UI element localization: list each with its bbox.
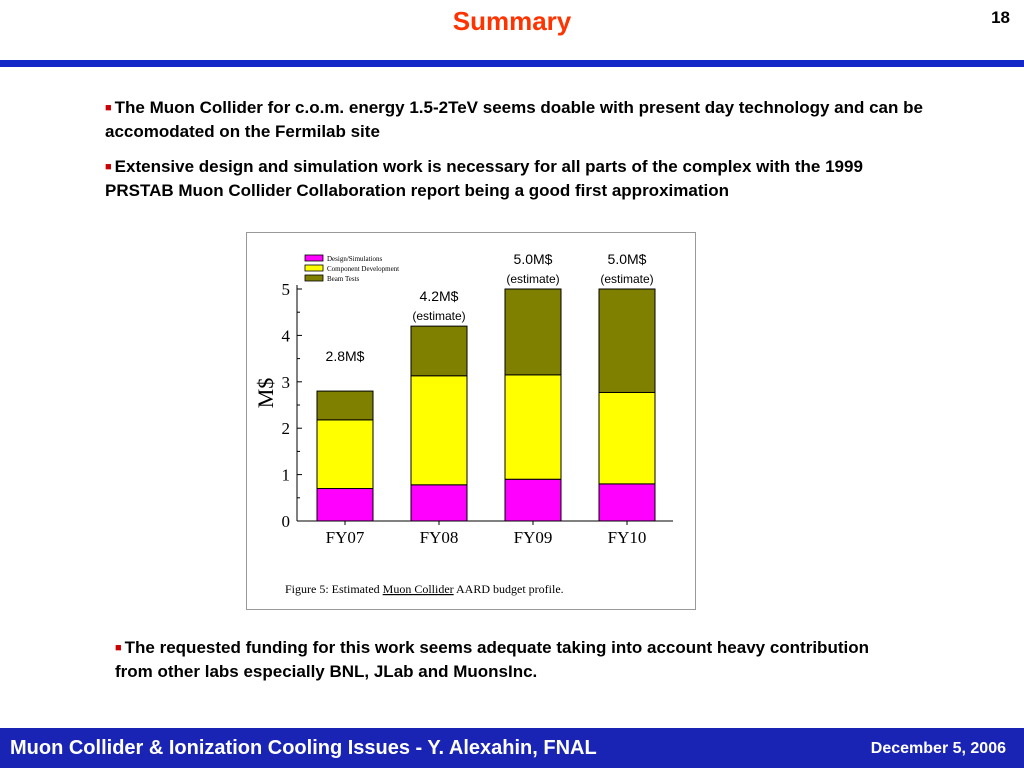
bar-total-note: (estimate) bbox=[506, 272, 560, 286]
bullet-square-icon: ■ bbox=[105, 161, 112, 173]
legend-label: Component Development bbox=[327, 265, 400, 273]
bullet-square-icon: ■ bbox=[115, 642, 122, 654]
bar-design-simulations-fy07 bbox=[317, 489, 373, 521]
caption-suffix: AARD budget profile. bbox=[453, 582, 564, 596]
bullet-2 bbox=[105, 155, 935, 203]
page-number: 18 bbox=[991, 8, 1010, 27]
bar-beam-tests-fy10 bbox=[599, 289, 655, 392]
footer-date: December 5, 2006 bbox=[870, 740, 1006, 757]
legend-label: Beam Tests bbox=[327, 275, 360, 283]
bar-beam-tests-fy08 bbox=[411, 326, 467, 376]
legend-label: Design/Simulations bbox=[327, 255, 383, 263]
legend-swatch bbox=[305, 255, 323, 261]
bullet-square-icon: ■ bbox=[105, 102, 112, 114]
bar-total-note: (estimate) bbox=[600, 272, 654, 286]
y-tick-label: 0 bbox=[281, 512, 290, 531]
bar-total-label: 5.0M$ bbox=[607, 251, 647, 267]
x-tick-label: FY07 bbox=[325, 528, 365, 547]
bar-component-development-fy09 bbox=[505, 375, 561, 479]
y-tick-label: 3 bbox=[281, 372, 290, 392]
bar-component-development-fy10 bbox=[599, 392, 655, 483]
caption-underlined: Muon Collider bbox=[382, 582, 454, 596]
bullet-2-text: Extensive design and simulation work is necessary for all parts of the complex with the 1999 PRSTAB Muon Collider Collaboration report being a good first approximation bbox=[105, 157, 863, 200]
figure-caption bbox=[285, 582, 564, 596]
bar-design-simulations-fy08 bbox=[411, 485, 467, 521]
legend-swatch bbox=[305, 265, 323, 271]
x-tick-label: FY08 bbox=[419, 528, 459, 547]
bullet-1 bbox=[105, 96, 925, 144]
footer-title: Muon Collider & Ionization Cooling Issues - Y. Alexahin, FNAL bbox=[10, 737, 597, 759]
page-title: Summary bbox=[452, 6, 572, 36]
bullet-3 bbox=[115, 636, 905, 684]
x-tick-label: FY10 bbox=[607, 528, 647, 547]
legend-swatch bbox=[305, 275, 323, 281]
bar-total-label: 2.8M$ bbox=[325, 348, 365, 365]
y-tick-label: 4 bbox=[281, 326, 290, 346]
x-tick-label: FY09 bbox=[513, 528, 553, 547]
bar-component-development-fy08 bbox=[411, 376, 467, 485]
bar-component-development-fy07 bbox=[317, 420, 373, 489]
bar-total-label: 4.2M$ bbox=[419, 288, 459, 305]
y-tick-label: 2 bbox=[281, 419, 290, 439]
y-tick-label: 5 bbox=[281, 280, 290, 299]
budget-figure bbox=[246, 232, 696, 610]
header-rule bbox=[0, 60, 1024, 67]
y-tick-label: 1 bbox=[281, 465, 290, 485]
budget-chart bbox=[247, 233, 695, 609]
footer-bar bbox=[0, 728, 1024, 768]
bullet-3-text: The requested funding for this work seems adequate taking into account heavy contribution from other labs especially BNL, JLab and MuonsInc. bbox=[115, 638, 869, 681]
bullet-1-text: The Muon Collider for c.o.m. energy 1.5-2TeV seems doable with present day technology and can be accomodated on the Fermilab site bbox=[105, 98, 923, 141]
bar-total-label: 5.0M$ bbox=[513, 251, 553, 267]
bar-beam-tests-fy09 bbox=[505, 289, 561, 375]
bar-beam-tests-fy07 bbox=[317, 391, 373, 420]
bar-design-simulations-fy09 bbox=[505, 479, 561, 521]
caption-prefix: Figure 5: Estimated bbox=[285, 582, 383, 596]
bar-total-note: (estimate) bbox=[412, 309, 466, 324]
bar-design-simulations-fy10 bbox=[599, 484, 655, 521]
y-axis-label: M$ bbox=[253, 377, 278, 409]
